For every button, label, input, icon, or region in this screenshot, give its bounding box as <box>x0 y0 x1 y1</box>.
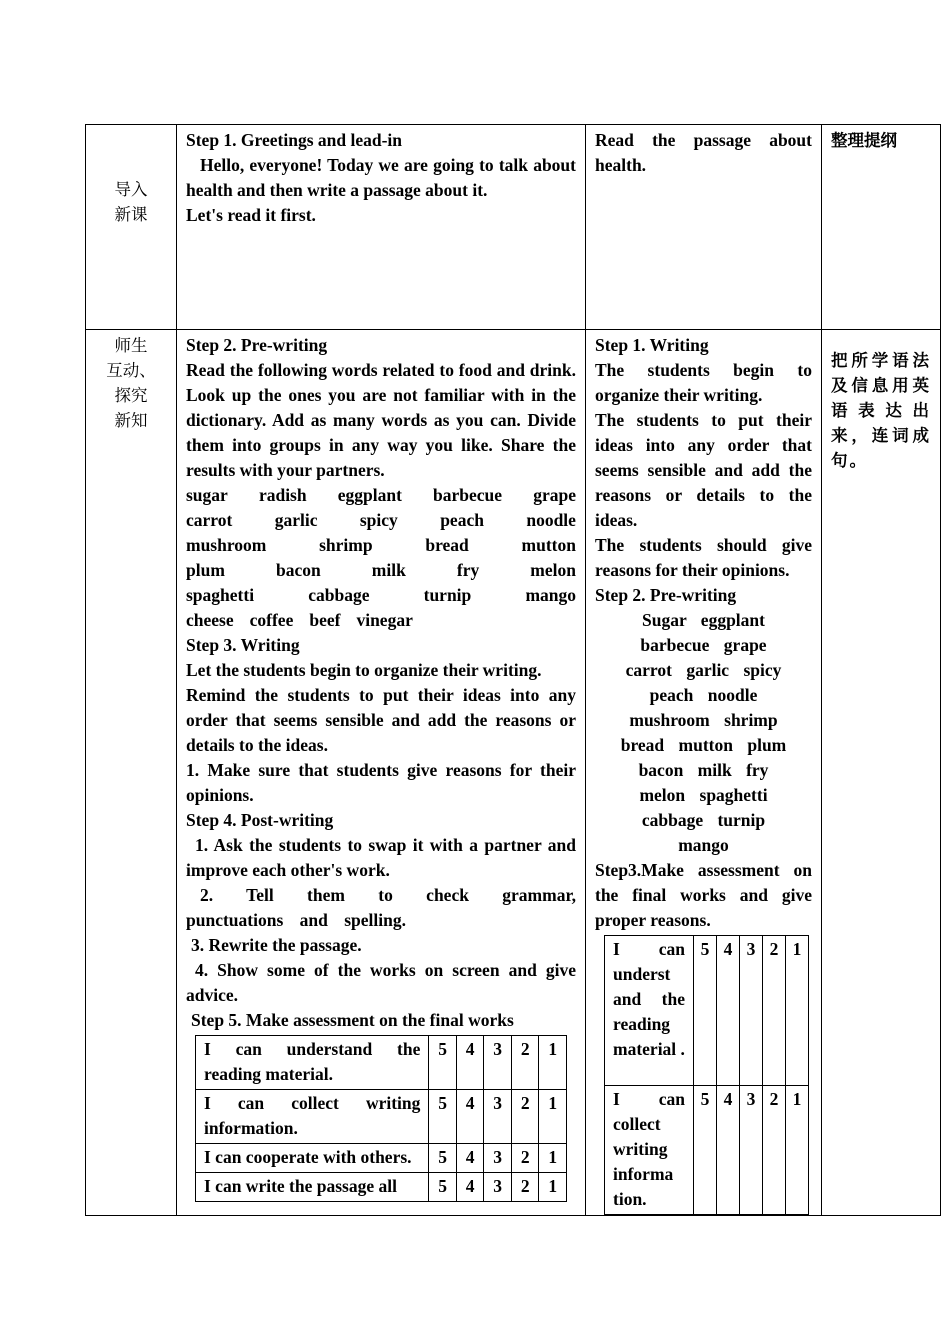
purpose-cell <box>822 330 941 1216</box>
assessment-score: 1 <box>539 1090 567 1144</box>
word-item: shrimp <box>319 535 373 555</box>
assessment-score: 3 <box>740 936 763 1086</box>
writing-paragraph: Remind the students to put their ideas into any order that seems sensible and add the reasons or details to the ideas. <box>186 685 576 755</box>
word-line: bacon milk fry <box>638 760 769 780</box>
word-row <box>186 558 576 583</box>
assessment-score: 3 <box>740 1086 763 1215</box>
step-title: Step 1. Writing <box>595 335 709 355</box>
word-row <box>186 533 576 558</box>
word-item: coffee <box>249 610 294 630</box>
word-item: vinegar <box>356 610 413 630</box>
assessment-criterion: I can understand the reading material. <box>196 1036 429 1090</box>
step-title: Step3.Make assessment on the final works and give proper reasons. <box>595 860 812 930</box>
word-line: peach noodle <box>649 685 758 705</box>
assessment-row <box>196 1144 567 1173</box>
post-writing-item: 2. Tell them to check grammar, punctuations and spelling. <box>186 885 576 930</box>
step-title: Step 5. Make assessment on the final works <box>191 1010 514 1030</box>
greeting-line: Let's read it first. <box>186 205 316 225</box>
assessment-score: 1 <box>539 1144 567 1173</box>
pre-writing-paragraph: Read the following words related to food and drink. Look up the ones you are not familiar with in the dictionary. Add as many words as you can. Divide them into groups in any way you like. Share the results with your partners. <box>186 360 576 480</box>
word-line: carrot garlic spicy <box>625 660 782 680</box>
assessment-criterion: I can collect writing information. <box>196 1090 429 1144</box>
assessment-score: 5 <box>429 1144 457 1173</box>
word-item: sugar <box>186 485 228 505</box>
word-item: eggplant <box>337 485 402 505</box>
word-item: carrot <box>186 510 233 530</box>
assessment-row <box>605 936 809 1086</box>
lead-in-row <box>86 125 941 330</box>
step-title: Step 2. Pre-writing <box>186 335 328 355</box>
word-item: radish <box>258 485 307 505</box>
word-item: mango <box>525 585 576 605</box>
assessment-score: 2 <box>763 1086 786 1215</box>
word-item: plum <box>186 560 225 580</box>
word-line: mango <box>678 835 729 855</box>
assessment-score: 1 <box>786 936 809 1086</box>
assessment-score: 2 <box>511 1173 539 1202</box>
student-paragraph: The students begin to organize their writing. <box>595 360 812 405</box>
assessment-criterion: I can cooperate with others. <box>196 1144 429 1173</box>
assessment-score: 1 <box>539 1173 567 1202</box>
word-item: spicy <box>359 510 398 530</box>
word-item: noodle <box>526 510 576 530</box>
word-row <box>186 583 576 608</box>
assessment-criterion: I can underst and the reading material . <box>605 936 694 1086</box>
section-label-interaction <box>86 330 177 1216</box>
section-label-lead-in <box>86 125 177 330</box>
word-item: milk <box>371 560 406 580</box>
word-item: melon <box>530 560 576 580</box>
word-line: cabbage turnip <box>641 810 766 830</box>
writing-paragraph: Let the students begin to organize their writing. <box>186 660 542 680</box>
assessment-row <box>196 1036 567 1090</box>
assessment-score: 4 <box>456 1036 484 1090</box>
step-title: Step 2. Pre-writing <box>595 585 737 605</box>
assessment-score: 1 <box>786 1086 809 1215</box>
student-assessment-table <box>604 935 809 1215</box>
assessment-score: 2 <box>511 1090 539 1144</box>
assessment-score: 3 <box>484 1173 512 1202</box>
word-item: bread <box>425 535 469 555</box>
word-line: barbecue grape <box>640 635 767 655</box>
teacher-activity-cell <box>177 125 586 330</box>
assessment-criterion: I can write the passage all <box>196 1173 429 1202</box>
teacher-assessment-table <box>195 1035 567 1202</box>
assessment-score: 3 <box>484 1144 512 1173</box>
student-word-list <box>595 608 812 858</box>
word-item: mushroom <box>186 535 267 555</box>
section-label-text: 导入 新课 <box>114 180 148 224</box>
student-paragraph: The students should give reasons for their opinions. <box>595 535 812 580</box>
assessment-score: 4 <box>717 1086 740 1215</box>
teacher-activity-cell <box>177 330 586 1216</box>
assessment-score: 2 <box>763 936 786 1086</box>
word-line: bread mutton plum <box>620 735 787 755</box>
word-row <box>186 508 576 533</box>
word-item: peach <box>440 510 484 530</box>
post-writing-item: 1. Ask the students to swap it with a partner and improve each other's work. <box>186 835 576 880</box>
word-item: cheese <box>186 610 234 630</box>
word-list <box>186 483 576 633</box>
word-item: beef <box>309 610 341 630</box>
purpose-cell <box>822 125 941 330</box>
step-title: Step 3. Writing <box>186 635 300 655</box>
assessment-score: 2 <box>511 1036 539 1090</box>
assessment-score: 4 <box>456 1144 484 1173</box>
purpose-text: 整理提纲 <box>831 131 897 150</box>
assessment-score: 3 <box>484 1090 512 1144</box>
purpose-text: 把所学语法及信息用英语表达出来，连词成句。 <box>831 351 931 470</box>
assessment-score: 5 <box>694 936 717 1086</box>
assessment-score: 1 <box>539 1036 567 1090</box>
lesson-plan-table <box>85 124 941 1216</box>
student-activity-cell <box>586 330 822 1216</box>
student-activity-text: Read the passage about health. <box>595 130 812 175</box>
section-label-text: 师生 互动、 探究 新知 <box>106 336 156 430</box>
assessment-score: 4 <box>456 1090 484 1144</box>
assessment-score: 4 <box>456 1173 484 1202</box>
post-writing-item: 4. Show some of the works on screen and give advice. <box>186 960 576 1005</box>
assessment-score: 5 <box>694 1086 717 1215</box>
word-item: barbecue <box>433 485 503 505</box>
word-row <box>186 608 576 633</box>
word-row <box>186 483 576 508</box>
word-item: spaghetti <box>186 585 255 605</box>
assessment-row <box>605 1086 809 1215</box>
word-item: bacon <box>275 560 321 580</box>
assessment-score: 4 <box>717 936 740 1086</box>
student-paragraph: The students to put their ideas into any order that seems sensible and add the reasons or details to the ideas. <box>595 410 812 530</box>
step-title: Step 4. Post-writing <box>186 810 334 830</box>
assessment-score: 3 <box>484 1036 512 1090</box>
assessment-score: 5 <box>429 1036 457 1090</box>
word-item: grape <box>533 485 576 505</box>
greeting-paragraph: Hello, everyone! Today we are going to talk about health and then write a passage about it. <box>186 155 576 200</box>
word-item: mutton <box>521 535 576 555</box>
assessment-score: 5 <box>429 1090 457 1144</box>
assessment-criterion: I can collect writing informa tion. <box>605 1086 694 1215</box>
assessment-row <box>196 1173 567 1202</box>
word-item: garlic <box>274 510 318 530</box>
step-title: Step 1. Greetings and lead-in <box>186 130 403 150</box>
assessment-row <box>196 1090 567 1144</box>
word-line: Sugar eggplant <box>642 610 765 630</box>
word-item: turnip <box>423 585 472 605</box>
post-writing-item: 3. Rewrite the passage. <box>191 935 362 955</box>
assessment-score: 5 <box>429 1173 457 1202</box>
student-activity-cell <box>586 125 822 330</box>
word-line: melon spaghetti <box>639 785 768 805</box>
word-item: fry <box>456 560 480 580</box>
word-line: mushroom shrimp <box>629 710 778 730</box>
writing-paragraph: 1. Make sure that students give reasons for their opinions. <box>186 760 576 805</box>
assessment-score: 2 <box>511 1144 539 1173</box>
word-item: cabbage <box>308 585 370 605</box>
interaction-row <box>86 330 941 1216</box>
